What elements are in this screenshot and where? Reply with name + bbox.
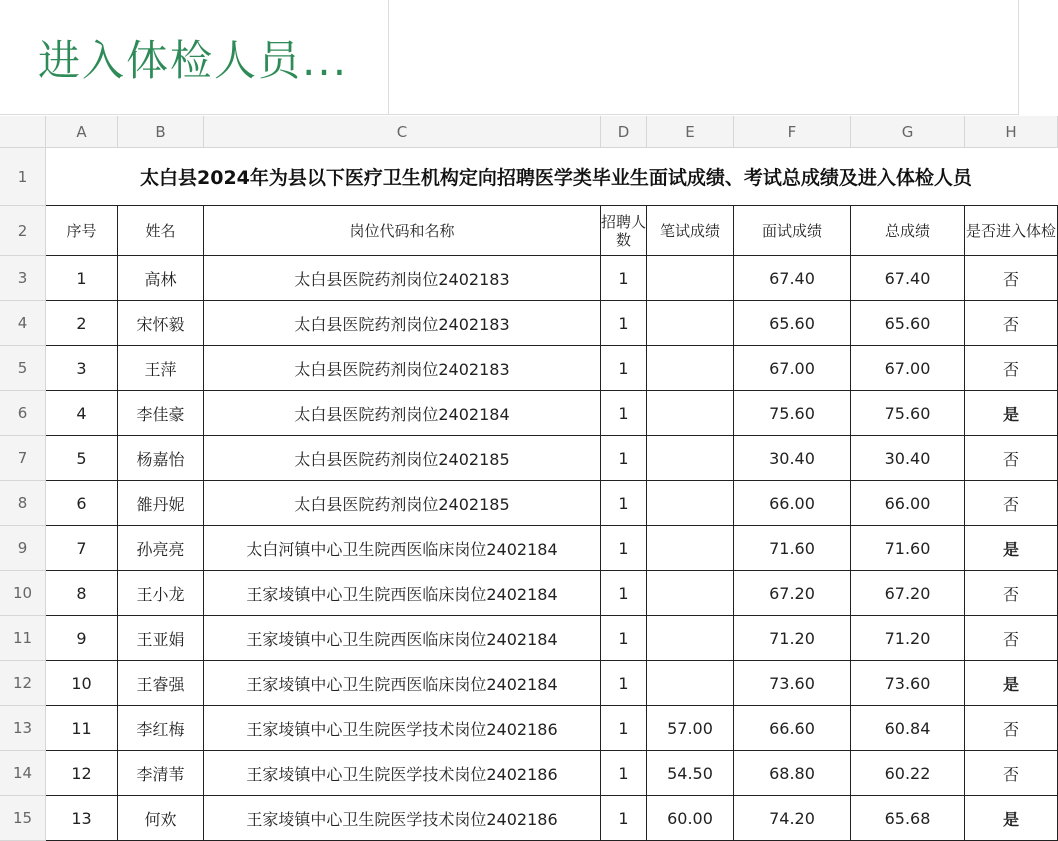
cell-total[interactable]: 67.20 [851,571,965,616]
table-row [0,706,1058,751]
header-enter[interactable]: 是否进入体检 [965,206,1058,256]
cell-seq[interactable]: 6 [46,481,118,526]
cell-written[interactable] [647,301,734,346]
cell-seq[interactable]: 4 [46,391,118,436]
table-row [0,571,1058,616]
cell-interview[interactable]: 66.60 [734,706,851,751]
select-all-corner[interactable] [0,116,46,148]
cell-interview[interactable]: 74.20 [734,796,851,841]
cell-enter[interactable]: 是 [965,796,1058,841]
cell-count[interactable]: 1 [601,796,647,841]
cell-name[interactable]: 王萍 [118,346,204,391]
cell-total[interactable]: 66.00 [851,481,965,526]
cell-post[interactable]: 王家堎镇中心卫生院医学技术岗位2402186 [204,796,601,841]
cell-post[interactable]: 太白县医院药剂岗位2402185 [204,436,601,481]
cell-interview[interactable]: 73.60 [734,661,851,706]
table-row [0,301,1058,346]
cell-interview[interactable]: 67.00 [734,346,851,391]
cell-post[interactable]: 王家堎镇中心卫生院西医临床岗位2402184 [204,571,601,616]
cell-written[interactable] [647,256,734,301]
table-row [0,796,1058,841]
row-number[interactable]: 6 [0,391,46,436]
cell-name[interactable]: 杨嘉怡 [118,436,204,481]
cell-enter[interactable]: 否 [965,436,1058,481]
cell-name[interactable]: 何欢 [118,796,204,841]
cell-written[interactable] [647,661,734,706]
column-header-h[interactable]: H [965,116,1058,148]
cell-count[interactable]: 1 [601,751,647,796]
cell-written[interactable] [647,481,734,526]
cell-written[interactable]: 54.50 [647,751,734,796]
cell-enter[interactable]: 否 [965,346,1058,391]
cell-count[interactable]: 1 [601,301,647,346]
cell-enter[interactable]: 是 [965,661,1058,706]
row-number[interactable]: 2 [0,206,46,256]
cell-count[interactable]: 1 [601,571,647,616]
header-name[interactable]: 姓名 [118,206,204,256]
cell-count[interactable]: 1 [601,526,647,571]
cell-count[interactable]: 1 [601,481,647,526]
cell-seq[interactable]: 8 [46,571,118,616]
cell-name[interactable]: 王亚娟 [118,616,204,661]
cell-written[interactable] [647,346,734,391]
cell-interview[interactable]: 71.60 [734,526,851,571]
row-number[interactable]: 14 [0,751,46,796]
cell-seq[interactable]: 3 [46,346,118,391]
cell-post[interactable]: 王家堎镇中心卫生院医学技术岗位2402186 [204,751,601,796]
cell-interview[interactable]: 67.40 [734,256,851,301]
sheet-toolbar [0,0,1058,116]
table-row [0,661,1058,706]
row-number[interactable]: 8 [0,481,46,526]
cell-interview[interactable]: 67.20 [734,571,851,616]
cell-seq[interactable]: 13 [46,796,118,841]
cell-name[interactable]: 孙亮亮 [118,526,204,571]
table-header-row [0,206,1058,256]
cell-total[interactable]: 65.60 [851,301,965,346]
cell-count[interactable]: 1 [601,256,647,301]
cell-interview[interactable]: 30.40 [734,436,851,481]
cell-count[interactable]: 1 [601,391,647,436]
cell-total[interactable]: 75.60 [851,391,965,436]
column-header-a[interactable]: A [46,116,118,148]
cell-post[interactable]: 太白县医院药剂岗位2402183 [204,301,601,346]
row-number[interactable]: 10 [0,571,46,616]
header-written[interactable]: 笔试成绩 [647,206,734,256]
row-number[interactable]: 7 [0,436,46,481]
table-row [0,256,1058,301]
cell-post[interactable]: 太白县医院药剂岗位2402183 [204,256,601,301]
cell-count[interactable]: 1 [601,346,647,391]
cell-post[interactable]: 太白县医院药剂岗位2402183 [204,346,601,391]
cell-post[interactable]: 太白河镇中心卫生院西医临床岗位2402184 [204,526,601,571]
cell-seq[interactable]: 9 [46,616,118,661]
cell-enter[interactable]: 否 [965,571,1058,616]
cell-seq[interactable]: 10 [46,661,118,706]
cell-seq[interactable]: 12 [46,751,118,796]
cell-post[interactable]: 太白县医院药剂岗位2402184 [204,391,601,436]
cell-total[interactable]: 65.68 [851,796,965,841]
table-row [0,751,1058,796]
cell-name[interactable]: 王睿强 [118,661,204,706]
cell-seq[interactable]: 5 [46,436,118,481]
column-header-c[interactable]: C [204,116,601,148]
cell-post[interactable]: 王家堎镇中心卫生院西医临床岗位2402184 [204,616,601,661]
row-number[interactable]: 15 [0,796,46,841]
cell-interview[interactable]: 75.60 [734,391,851,436]
cell-total[interactable]: 67.00 [851,346,965,391]
table-row [0,526,1058,571]
column-header-b[interactable]: B [118,116,204,148]
row-number[interactable]: 5 [0,346,46,391]
cell-name[interactable]: 王小龙 [118,571,204,616]
cell-enter[interactable]: 是 [965,526,1058,571]
row-number[interactable]: 3 [0,256,46,301]
toolbar-blank [388,0,1019,115]
cell-seq[interactable]: 1 [46,256,118,301]
cell-name[interactable]: 雒丹妮 [118,481,204,526]
cell-written[interactable]: 60.00 [647,796,734,841]
cell-interview[interactable]: 68.80 [734,751,851,796]
cell-seq[interactable]: 2 [46,301,118,346]
row-number[interactable]: 9 [0,526,46,571]
table-row [0,616,1058,661]
cell-name[interactable]: 李清苇 [118,751,204,796]
table-row [0,436,1058,481]
table-row [0,391,1058,436]
cell-enter[interactable]: 否 [965,301,1058,346]
cell-count[interactable]: 1 [601,661,647,706]
cell-total[interactable]: 60.22 [851,751,965,796]
row-number[interactable]: 12 [0,661,46,706]
column-header-g[interactable]: G [851,116,965,148]
cell-count[interactable]: 1 [601,436,647,481]
cell-seq[interactable]: 11 [46,706,118,751]
cell-count[interactable]: 1 [601,616,647,661]
cell-name[interactable]: 宋怀毅 [118,301,204,346]
row-number[interactable]: 13 [0,706,46,751]
cell-written[interactable] [647,526,734,571]
table-row [0,481,1058,526]
column-header-e[interactable]: E [647,116,734,148]
cell-interview[interactable]: 66.00 [734,481,851,526]
sheet-title[interactable]: 进入体检人员... [38,36,349,85]
cell-written[interactable] [647,616,734,661]
cell-written[interactable]: 57.00 [647,706,734,751]
cell-post[interactable]: 太白县医院药剂岗位2402185 [204,481,601,526]
row-number[interactable]: 4 [0,301,46,346]
cell-interview[interactable]: 71.20 [734,616,851,661]
cell-name[interactable]: 李红梅 [118,706,204,751]
cell-name[interactable]: 高林 [118,256,204,301]
cell-enter[interactable]: 否 [965,481,1058,526]
header-interview[interactable]: 面试成绩 [734,206,851,256]
cell-post[interactable]: 王家堎镇中心卫生院医学技术岗位2402186 [204,706,601,751]
cell-written[interactable] [647,436,734,481]
cell-count[interactable]: 1 [601,706,647,751]
cell-total[interactable]: 71.20 [851,616,965,661]
title-row [0,148,1058,206]
row-number[interactable]: 11 [0,616,46,661]
cell-interview[interactable]: 65.60 [734,301,851,346]
cell-name[interactable]: 李佳豪 [118,391,204,436]
cell-total[interactable]: 30.40 [851,436,965,481]
cell-total[interactable]: 60.84 [851,706,965,751]
table-title[interactable]: 太白县2024年为县以下医疗卫生机构定向招聘医学类毕业生面试成绩、考试总成绩及进入体检人员 [46,148,1058,206]
cell-total[interactable]: 67.40 [851,256,965,301]
cell-written[interactable] [647,571,734,616]
cell-enter[interactable]: 否 [965,706,1058,751]
cell-total[interactable]: 73.60 [851,661,965,706]
cell-total[interactable]: 71.60 [851,526,965,571]
header-count[interactable]: 招聘人数 [601,206,647,256]
table-row [0,346,1058,391]
cell-enter[interactable]: 否 [965,256,1058,301]
cell-post[interactable]: 王家堎镇中心卫生院西医临床岗位2402184 [204,661,601,706]
header-post[interactable]: 岗位代码和名称 [204,206,601,256]
row-number[interactable]: 1 [0,148,46,206]
cell-enter[interactable]: 否 [965,751,1058,796]
column-header-d[interactable]: D [601,116,647,148]
header-total[interactable]: 总成绩 [851,206,965,256]
cell-enter[interactable]: 否 [965,616,1058,661]
column-header-f[interactable]: F [734,116,851,148]
column-header-row [0,116,1058,148]
cell-enter[interactable]: 是 [965,391,1058,436]
header-seq[interactable]: 序号 [46,206,118,256]
cell-seq[interactable]: 7 [46,526,118,571]
cell-written[interactable] [647,391,734,436]
